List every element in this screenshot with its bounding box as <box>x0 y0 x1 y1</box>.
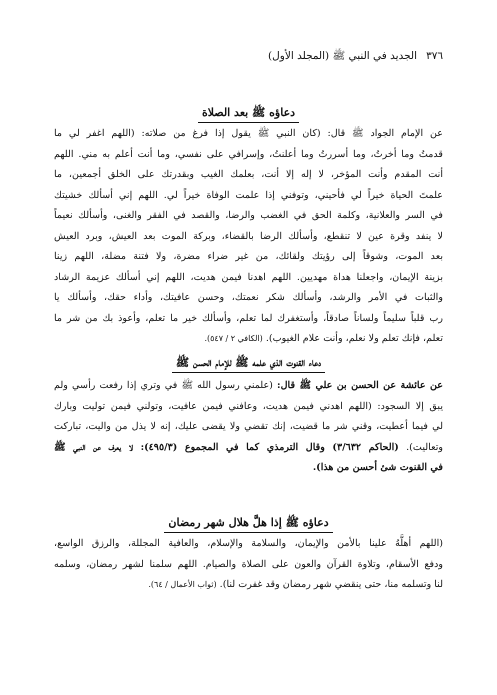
text-line-content: لنا وتسلمه منا، حتى ينقضي شهر رمضان وقد غفرت لنا). <box>219 579 443 590</box>
section-body-ramadan <box>54 534 443 596</box>
text-line-last <box>54 329 443 350</box>
text-line-content: وتعاليت). <box>406 441 443 453</box>
text-line-last <box>54 575 443 596</box>
text-line: (اللهم أهلَّهُ علينا بالأمن والإيمان، والسلامة والإسلام، والعافية المجللة، والرزق الواسع، <box>54 538 443 549</box>
text-line: أنت المقدم وأنت المؤخر، لا إله إلا أنت، بعلمك الغيب وبقدرتك على الخلق أجمعين، ما <box>54 169 443 180</box>
text-line: ودفع الأسقام، وتلاوة القرآن والعون على الصلاة والصيام. اللهم سلمنا لشهر رمضان، وسلمه <box>54 558 443 570</box>
text-line-last: في القنوت شئ أحسن من هذا). <box>312 462 443 473</box>
running-title: الجديد في النبي ﷺ (المجلد الأول) <box>268 50 417 62</box>
page-number: ٣٧٦ <box>426 50 443 62</box>
narrator-chain: عن عائشة عن الحسن بن علي ﷺ قال: <box>277 380 443 391</box>
text-line: يبق إلا السجود: (اللهم اهدني فيمن هديت، وعافني فيمن عافيت، وتولني فيمن توليت وبارك <box>54 400 443 412</box>
section-title-text: دعاء القنوت الذي علمه ﷺ للإمام الحسن ﷺ <box>172 354 325 373</box>
text-line: في السر والعلانية، وكلمة الحق في الغضب والرضا، والقصد في الفقر والغنى، وأسألك نعيماً <box>54 210 443 221</box>
text-line: عن الإمام الجواد ﷺ قال: (كان النبي ﷺ يقول إذا فرغ من صلاته: (اللهم اغفر لي ما <box>54 128 443 139</box>
section-title-after-prayer <box>54 104 443 123</box>
text-line-content: (علمني رسول الله ﷺ في وتري إذا رفعت رأسي ولم <box>54 380 273 391</box>
section-body-after-prayer <box>54 124 443 350</box>
page-header <box>54 48 443 64</box>
section-title-qunut <box>54 354 443 373</box>
section-body-qunut <box>54 376 443 479</box>
source-citation: (الكافي ٢ / ٥٤٧). <box>204 334 263 343</box>
section-title-ramadan <box>54 514 443 533</box>
text-line: لا ينفد وقرة عين لا تنقطع، وأسألك الرضا بالقضاء، وبركة الموت بعد العيش، وبرد العيش <box>54 230 443 242</box>
text-line <box>54 376 443 397</box>
text-line: قدمتُ وما أخرتُ، وما أسررتُ وما أعلنتُ، وإسرافي على نفسي، وما أنت أعلم به مني. اللهم <box>54 148 443 160</box>
text-line: بعد الموت، وشوقاً إلى رؤيتك ولقائك، من غير ضراء مضرة، ولا فتنة مضلة، اللهم زينا <box>54 251 443 262</box>
text-line: بزينة الإيمان، واجعلنا هداة مهديين. اللهم اهدنا فيمن هديت، اللهم إني أسألك عزيمة الرشاد <box>54 271 443 283</box>
source-citation: (ثواب الأعمال / ٦٤). <box>148 580 217 589</box>
section-title-text: دعاؤه ﷺ إذا هلَّ هلال شهر رمضان <box>164 514 332 533</box>
text-line <box>54 438 443 459</box>
source-citation: (الحاكم ٣/٦٣٢) وقال الترمذي كما في المجموع (٤٩٥/٣): لا يعرف عن النبي ﷺ <box>54 441 399 453</box>
text-line: علمتَ الحياة خيراً لي فأحيني، وتوفني إذا علمت الوفاة خيراً لي. اللهم إني أسألك خشيتك <box>54 189 443 201</box>
text-line: رب قلباً سليماً ولساناً صادقاً، وأستغفرك لما تعلم، وأسألك خير ما تعلم، وأعوذ بك من شر ما <box>54 312 443 324</box>
text-line: لي فيما أعطيت، وقني شر ما قضيت، إنك تقضي ولا يقضى عليك، إنه لا يذل من واليت، تباركت <box>54 421 443 432</box>
text-line-content: تعلم، فإنك تعلم ولا نعلم، وأنت علام الغيوب). <box>265 333 443 344</box>
section-title-text: دعاؤه ﷺ بعد الصلاة <box>198 104 299 123</box>
text-line: والثبات في الأمر والرشد، وأسألك شكر نعمتك، وحسن عافيتك، وأداء حقك، وأسألك يا <box>54 292 443 303</box>
